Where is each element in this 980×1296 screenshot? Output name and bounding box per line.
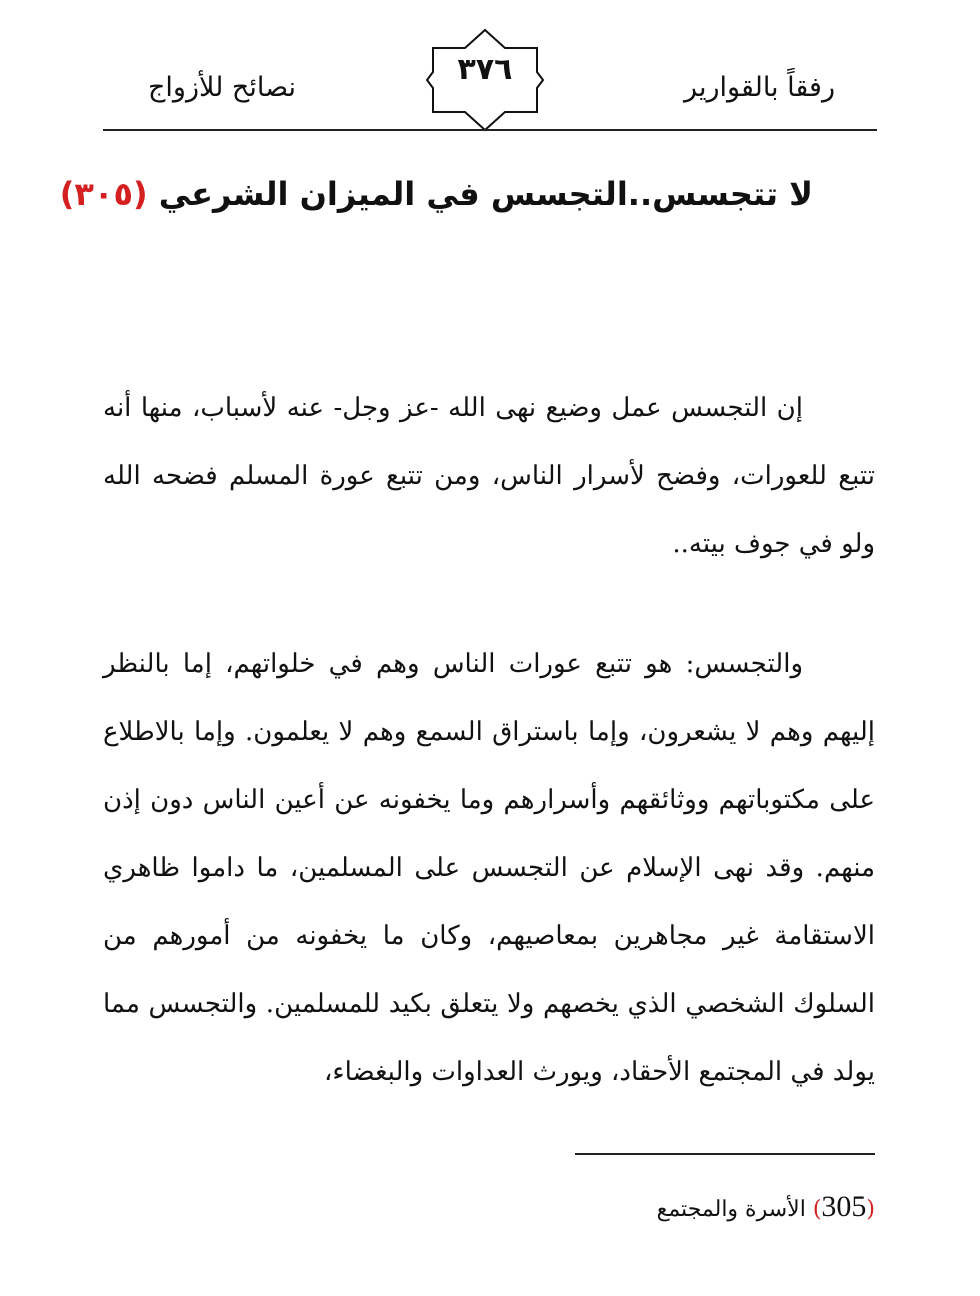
footnote — [657, 1190, 875, 1224]
paragraph-text: إن التجسس عمل وضيع نهى الله -عز وجل- عنه لأسباب، منها أنه تتبع للعورات، وفضح لأسرار الناس، ومن تتبع عورة المسلم فضحه الله ولو في جوف بيته.. — [103, 393, 875, 559]
chapter-title-text: لا تتجسس..التجسس في الميزان الشرعي — [158, 175, 813, 213]
body-paragraph-2 — [103, 630, 875, 1106]
footnote-open-paren: ( — [866, 1197, 875, 1222]
running-title-right: رفقاً بالقوارير — [684, 72, 835, 103]
body-paragraph-1 — [103, 374, 875, 578]
footnote-text: الأسرة والمجتمع — [656, 1197, 806, 1222]
header-divider — [103, 129, 877, 131]
page-number: ٣٧٦ — [457, 52, 513, 87]
page-header — [0, 0, 980, 135]
footnote-reference: (٣٠٥) — [59, 175, 148, 213]
running-title-left: نصائح للأزواج — [148, 72, 297, 103]
footnote-number: 305 — [821, 1190, 867, 1223]
paragraph-text: والتجسس: هو تتبع عورات الناس وهم في خلواتهم، إما بالنظر إليهم وهم لا يشعرون، وإما باستراق السمع وهم لا يعلمون. وإما بالاطلاع على مكتوباتهم ووثائقهم وأسرارهم وما يخفونه عن أعين الناس دون إذن منهم. وقد نهى الإسلام عن التجسس على المسلمين، ما داموا ظاهري الاستقامة غير مجاهرين بمعاصيهم، وكان ما يخفونه من أمورهم من السلوك الشخصي الذي يخصهم ولا يتعلق بكيد للمسلمين. والتجسس مما يولد في المجتمع الأحقاد، ويورث العداوات والبغضاء، — [103, 649, 875, 1087]
footnote-divider — [575, 1153, 875, 1155]
page-number-badge — [425, 28, 545, 132]
chapter-title — [59, 175, 813, 213]
footnote-close-paren: ) — [812, 1197, 822, 1222]
